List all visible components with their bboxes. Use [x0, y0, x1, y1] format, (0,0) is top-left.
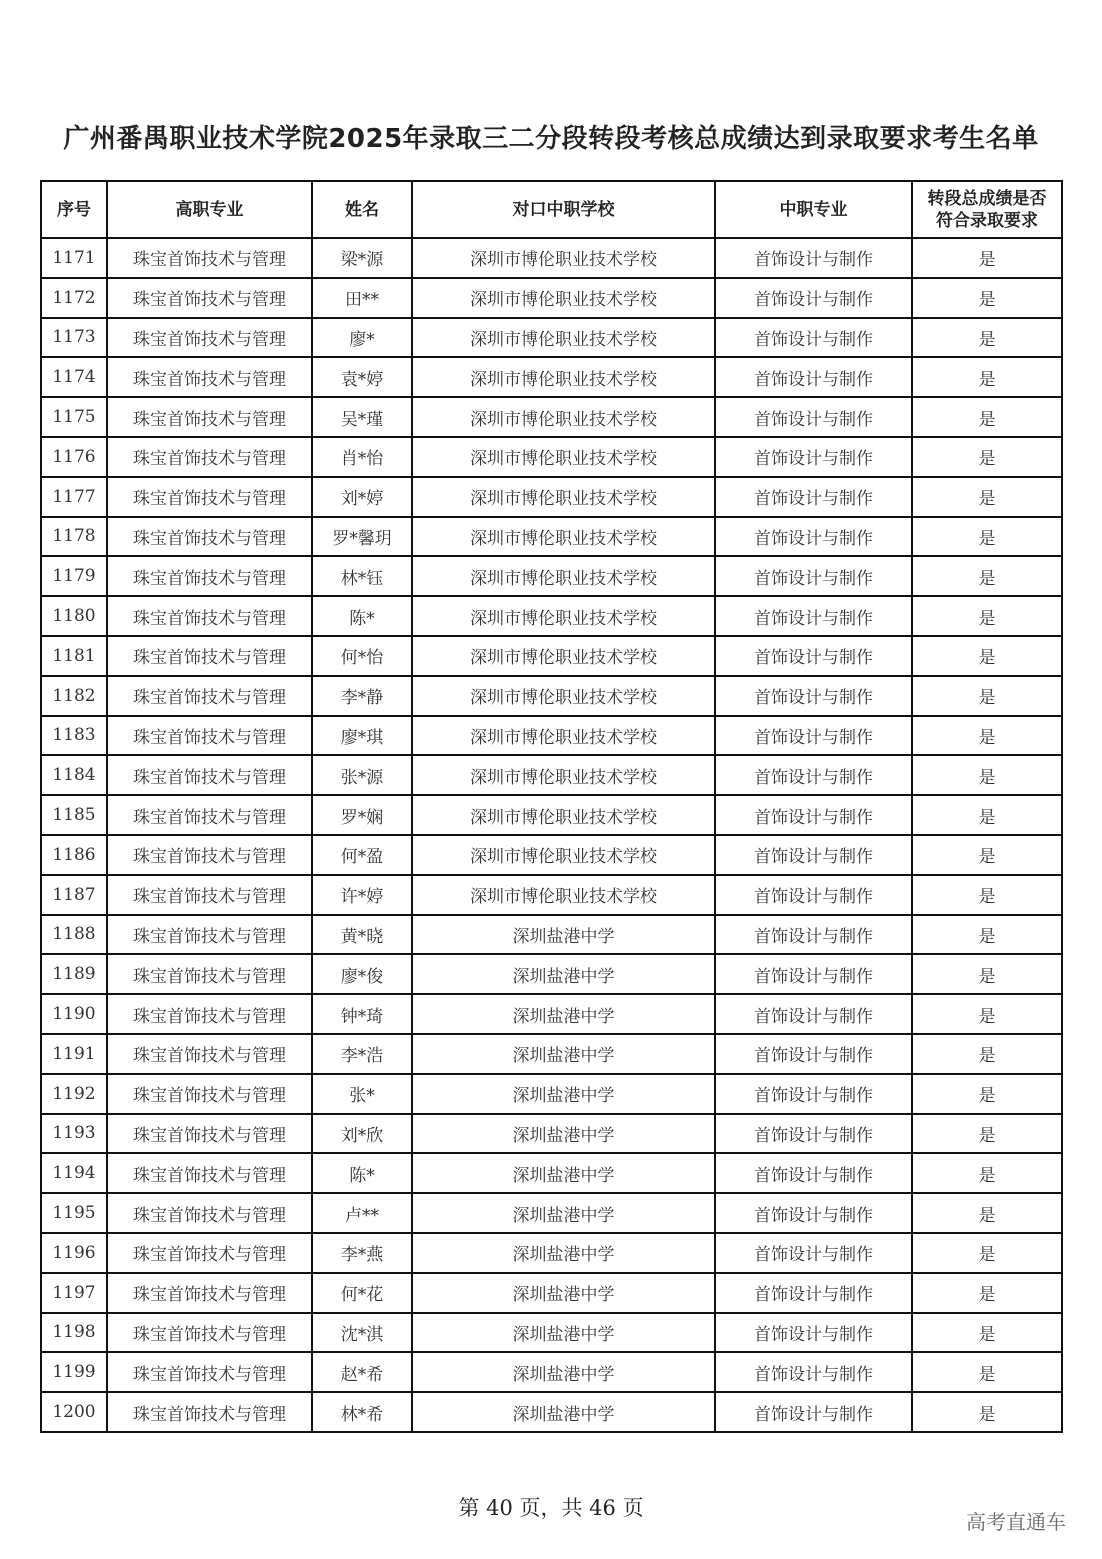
cell-school: 深圳盐港中学	[412, 1114, 715, 1154]
table-row	[41, 357, 1062, 397]
cell-name: 李*静	[312, 676, 412, 716]
cell-major: 珠宝首饰技术与管理	[107, 596, 312, 636]
cell-name: 陈*	[312, 1153, 412, 1193]
cell-name: 林*钰	[312, 556, 412, 596]
cell-index: 1199	[41, 1352, 107, 1392]
table-row	[41, 795, 1062, 835]
header-major: 高职专业	[107, 181, 312, 238]
cell-name: 吴*瑾	[312, 397, 412, 437]
cell-index: 1198	[41, 1313, 107, 1353]
cell-school: 深圳盐港中学	[412, 1193, 715, 1233]
cell-qualified: 是	[912, 596, 1062, 636]
cell-qualified: 是	[912, 1233, 1062, 1273]
cell-major: 珠宝首饰技术与管理	[107, 636, 312, 676]
cell-qualified: 是	[912, 1193, 1062, 1233]
cell-name: 陈*	[312, 596, 412, 636]
cell-index: 1200	[41, 1392, 107, 1432]
cell-secondary-major: 首饰设计与制作	[715, 1193, 912, 1233]
cell-index: 1191	[41, 1034, 107, 1074]
cell-school: 深圳市博伦职业技术学校	[412, 318, 715, 358]
cell-school: 深圳盐港中学	[412, 1392, 715, 1432]
cell-school: 深圳市博伦职业技术学校	[412, 437, 715, 477]
cell-major: 珠宝首饰技术与管理	[107, 1034, 312, 1074]
header-qualified: 转段总成绩是否符合录取要求	[912, 181, 1062, 238]
cell-school: 深圳市博伦职业技术学校	[412, 716, 715, 756]
cell-qualified: 是	[912, 278, 1062, 318]
cell-school: 深圳市博伦职业技术学校	[412, 517, 715, 557]
cell-name: 黄*晓	[312, 915, 412, 955]
cell-name: 廖*琪	[312, 716, 412, 756]
cell-secondary-major: 首饰设计与制作	[715, 1233, 912, 1273]
table-row	[41, 278, 1062, 318]
cell-secondary-major: 首饰设计与制作	[715, 596, 912, 636]
cell-secondary-major: 首饰设计与制作	[715, 1153, 912, 1193]
page-title: 广州番禺职业技术学院2025年录取三二分段转段考核总成绩达到录取要求考生名单	[63, 124, 1039, 154]
cell-qualified: 是	[912, 1352, 1062, 1392]
cell-name: 罗*馨玥	[312, 517, 412, 557]
cell-qualified: 是	[912, 954, 1062, 994]
cell-major: 珠宝首饰技术与管理	[107, 556, 312, 596]
cell-major: 珠宝首饰技术与管理	[107, 835, 312, 875]
cell-index: 1197	[41, 1273, 107, 1313]
header-index: 序号	[41, 181, 107, 238]
cell-secondary-major: 首饰设计与制作	[715, 1352, 912, 1392]
cell-index: 1180	[41, 596, 107, 636]
table-row	[41, 437, 1062, 477]
cell-qualified: 是	[912, 477, 1062, 517]
cell-name: 何*花	[312, 1273, 412, 1313]
cell-major: 珠宝首饰技术与管理	[107, 1273, 312, 1313]
cell-qualified: 是	[912, 1273, 1062, 1313]
cell-name: 林*希	[312, 1392, 412, 1432]
cell-index: 1184	[41, 755, 107, 795]
cell-secondary-major: 首饰设计与制作	[715, 795, 912, 835]
cell-name: 肖*怡	[312, 437, 412, 477]
cell-name: 廖*	[312, 318, 412, 358]
cell-major: 珠宝首饰技术与管理	[107, 278, 312, 318]
cell-secondary-major: 首饰设计与制作	[715, 318, 912, 358]
table-header-row	[41, 181, 1062, 238]
watermark: 高考直通车	[966, 1510, 1066, 1534]
table-row	[41, 915, 1062, 955]
cell-name: 梁*源	[312, 238, 412, 278]
cell-school: 深圳盐港中学	[412, 1233, 715, 1273]
cell-index: 1193	[41, 1114, 107, 1154]
cell-index: 1183	[41, 716, 107, 756]
cell-index: 1172	[41, 278, 107, 318]
cell-secondary-major: 首饰设计与制作	[715, 278, 912, 318]
cell-qualified: 是	[912, 397, 1062, 437]
header-name: 姓名	[312, 181, 412, 238]
cell-major: 珠宝首饰技术与管理	[107, 477, 312, 517]
admission-table	[40, 180, 1063, 1433]
table-row	[41, 1392, 1062, 1432]
cell-index: 1186	[41, 835, 107, 875]
cell-index: 1188	[41, 915, 107, 955]
cell-major: 珠宝首饰技术与管理	[107, 238, 312, 278]
cell-index: 1173	[41, 318, 107, 358]
cell-qualified: 是	[912, 238, 1062, 278]
cell-qualified: 是	[912, 1114, 1062, 1154]
cell-name: 沈*淇	[312, 1313, 412, 1353]
cell-index: 1195	[41, 1193, 107, 1233]
cell-name: 卢**	[312, 1193, 412, 1233]
cell-school: 深圳盐港中学	[412, 1273, 715, 1313]
cell-school: 深圳市博伦职业技术学校	[412, 676, 715, 716]
cell-school: 深圳盐港中学	[412, 954, 715, 994]
cell-secondary-major: 首饰设计与制作	[715, 556, 912, 596]
cell-name: 刘*婷	[312, 477, 412, 517]
table-row	[41, 238, 1062, 278]
cell-school: 深圳盐港中学	[412, 915, 715, 955]
cell-major: 珠宝首饰技术与管理	[107, 318, 312, 358]
cell-name: 何*怡	[312, 636, 412, 676]
header-secondary-major: 中职专业	[715, 181, 912, 238]
cell-school: 深圳盐港中学	[412, 1352, 715, 1392]
table-row	[41, 1193, 1062, 1233]
cell-name: 罗*娴	[312, 795, 412, 835]
cell-qualified: 是	[912, 795, 1062, 835]
cell-qualified: 是	[912, 357, 1062, 397]
cell-index: 1182	[41, 676, 107, 716]
cell-secondary-major: 首饰设计与制作	[715, 1034, 912, 1074]
cell-index: 1190	[41, 994, 107, 1034]
cell-name: 田**	[312, 278, 412, 318]
cell-name: 张*源	[312, 755, 412, 795]
cell-name: 李*燕	[312, 1233, 412, 1273]
table-row	[41, 556, 1062, 596]
table-row	[41, 875, 1062, 915]
cell-index: 1189	[41, 954, 107, 994]
cell-index: 1192	[41, 1074, 107, 1114]
table-row	[41, 517, 1062, 557]
table-row	[41, 954, 1062, 994]
cell-school: 深圳市博伦职业技术学校	[412, 596, 715, 636]
cell-index: 1178	[41, 517, 107, 557]
cell-name: 张*	[312, 1074, 412, 1114]
cell-school: 深圳市博伦职业技术学校	[412, 278, 715, 318]
cell-secondary-major: 首饰设计与制作	[715, 915, 912, 955]
cell-secondary-major: 首饰设计与制作	[715, 1273, 912, 1313]
cell-name: 许*婷	[312, 875, 412, 915]
cell-name: 袁*婷	[312, 357, 412, 397]
cell-major: 珠宝首饰技术与管理	[107, 676, 312, 716]
cell-secondary-major: 首饰设计与制作	[715, 437, 912, 477]
cell-secondary-major: 首饰设计与制作	[715, 954, 912, 994]
cell-index: 1179	[41, 556, 107, 596]
cell-qualified: 是	[912, 994, 1062, 1034]
cell-qualified: 是	[912, 676, 1062, 716]
table-row	[41, 716, 1062, 756]
cell-major: 珠宝首饰技术与管理	[107, 1392, 312, 1432]
page-number: 第 40 页，共 46 页	[458, 1496, 644, 1520]
table-row	[41, 1273, 1062, 1313]
cell-secondary-major: 首饰设计与制作	[715, 676, 912, 716]
cell-major: 珠宝首饰技术与管理	[107, 915, 312, 955]
cell-index: 1176	[41, 437, 107, 477]
cell-secondary-major: 首饰设计与制作	[715, 517, 912, 557]
table-row	[41, 477, 1062, 517]
cell-school: 深圳市博伦职业技术学校	[412, 477, 715, 517]
table-row	[41, 676, 1062, 716]
cell-major: 珠宝首饰技术与管理	[107, 795, 312, 835]
cell-school: 深圳盐港中学	[412, 994, 715, 1034]
cell-major: 珠宝首饰技术与管理	[107, 994, 312, 1034]
cell-school: 深圳盐港中学	[412, 1074, 715, 1114]
cell-index: 1194	[41, 1153, 107, 1193]
cell-major: 珠宝首饰技术与管理	[107, 517, 312, 557]
cell-secondary-major: 首饰设计与制作	[715, 1114, 912, 1154]
cell-index: 1187	[41, 875, 107, 915]
cell-major: 珠宝首饰技术与管理	[107, 755, 312, 795]
cell-qualified: 是	[912, 1074, 1062, 1114]
table-row	[41, 1352, 1062, 1392]
cell-qualified: 是	[912, 1153, 1062, 1193]
cell-major: 珠宝首饰技术与管理	[107, 1352, 312, 1392]
cell-school: 深圳市博伦职业技术学校	[412, 397, 715, 437]
cell-qualified: 是	[912, 875, 1062, 915]
cell-secondary-major: 首饰设计与制作	[715, 716, 912, 756]
cell-school: 深圳市博伦职业技术学校	[412, 636, 715, 676]
cell-secondary-major: 首饰设计与制作	[715, 755, 912, 795]
cell-name: 廖*俊	[312, 954, 412, 994]
cell-major: 珠宝首饰技术与管理	[107, 397, 312, 437]
cell-name: 钟*琦	[312, 994, 412, 1034]
cell-index: 1181	[41, 636, 107, 676]
table-row	[41, 1153, 1062, 1193]
table-row	[41, 1034, 1062, 1074]
cell-name: 何*盈	[312, 835, 412, 875]
cell-major: 珠宝首饰技术与管理	[107, 1193, 312, 1233]
cell-name: 刘*欣	[312, 1114, 412, 1154]
table-row	[41, 636, 1062, 676]
cell-major: 珠宝首饰技术与管理	[107, 357, 312, 397]
cell-major: 珠宝首饰技术与管理	[107, 1074, 312, 1114]
cell-qualified: 是	[912, 835, 1062, 875]
cell-secondary-major: 首饰设计与制作	[715, 477, 912, 517]
cell-secondary-major: 首饰设计与制作	[715, 1313, 912, 1353]
cell-secondary-major: 首饰设计与制作	[715, 1392, 912, 1432]
cell-major: 珠宝首饰技术与管理	[107, 716, 312, 756]
cell-index: 1185	[41, 795, 107, 835]
cell-major: 珠宝首饰技术与管理	[107, 954, 312, 994]
table-row	[41, 835, 1062, 875]
cell-index: 1171	[41, 238, 107, 278]
cell-school: 深圳市博伦职业技术学校	[412, 556, 715, 596]
cell-secondary-major: 首饰设计与制作	[715, 1074, 912, 1114]
cell-major: 珠宝首饰技术与管理	[107, 1114, 312, 1154]
cell-secondary-major: 首饰设计与制作	[715, 636, 912, 676]
cell-qualified: 是	[912, 755, 1062, 795]
cell-qualified: 是	[912, 716, 1062, 756]
cell-qualified: 是	[912, 556, 1062, 596]
cell-name: 赵*希	[312, 1352, 412, 1392]
cell-school: 深圳盐港中学	[412, 1313, 715, 1353]
header-school: 对口中职学校	[412, 181, 715, 238]
table-row	[41, 596, 1062, 636]
cell-qualified: 是	[912, 318, 1062, 358]
table-row	[41, 318, 1062, 358]
cell-qualified: 是	[912, 1392, 1062, 1432]
table-row	[41, 1233, 1062, 1273]
cell-qualified: 是	[912, 517, 1062, 557]
table-row	[41, 1114, 1062, 1154]
table-row	[41, 994, 1062, 1034]
cell-major: 珠宝首饰技术与管理	[107, 875, 312, 915]
cell-secondary-major: 首饰设计与制作	[715, 238, 912, 278]
cell-major: 珠宝首饰技术与管理	[107, 1313, 312, 1353]
cell-school: 深圳市博伦职业技术学校	[412, 357, 715, 397]
cell-qualified: 是	[912, 636, 1062, 676]
cell-name: 李*浩	[312, 1034, 412, 1074]
table-row	[41, 755, 1062, 795]
cell-school: 深圳市博伦职业技术学校	[412, 835, 715, 875]
table-row	[41, 1313, 1062, 1353]
cell-major: 珠宝首饰技术与管理	[107, 1233, 312, 1273]
cell-secondary-major: 首饰设计与制作	[715, 875, 912, 915]
cell-school: 深圳市博伦职业技术学校	[412, 875, 715, 915]
cell-secondary-major: 首饰设计与制作	[715, 357, 912, 397]
cell-school: 深圳市博伦职业技术学校	[412, 755, 715, 795]
cell-index: 1196	[41, 1233, 107, 1273]
cell-qualified: 是	[912, 915, 1062, 955]
cell-secondary-major: 首饰设计与制作	[715, 397, 912, 437]
cell-secondary-major: 首饰设计与制作	[715, 835, 912, 875]
table-row	[41, 397, 1062, 437]
cell-index: 1174	[41, 357, 107, 397]
cell-index: 1175	[41, 397, 107, 437]
cell-school: 深圳盐港中学	[412, 1153, 715, 1193]
cell-school: 深圳盐港中学	[412, 1034, 715, 1074]
cell-secondary-major: 首饰设计与制作	[715, 994, 912, 1034]
cell-qualified: 是	[912, 1034, 1062, 1074]
table-row	[41, 1074, 1062, 1114]
cell-school: 深圳市博伦职业技术学校	[412, 795, 715, 835]
cell-major: 珠宝首饰技术与管理	[107, 437, 312, 477]
cell-school: 深圳市博伦职业技术学校	[412, 238, 715, 278]
cell-qualified: 是	[912, 437, 1062, 477]
cell-index: 1177	[41, 477, 107, 517]
cell-qualified: 是	[912, 1313, 1062, 1353]
cell-major: 珠宝首饰技术与管理	[107, 1153, 312, 1193]
